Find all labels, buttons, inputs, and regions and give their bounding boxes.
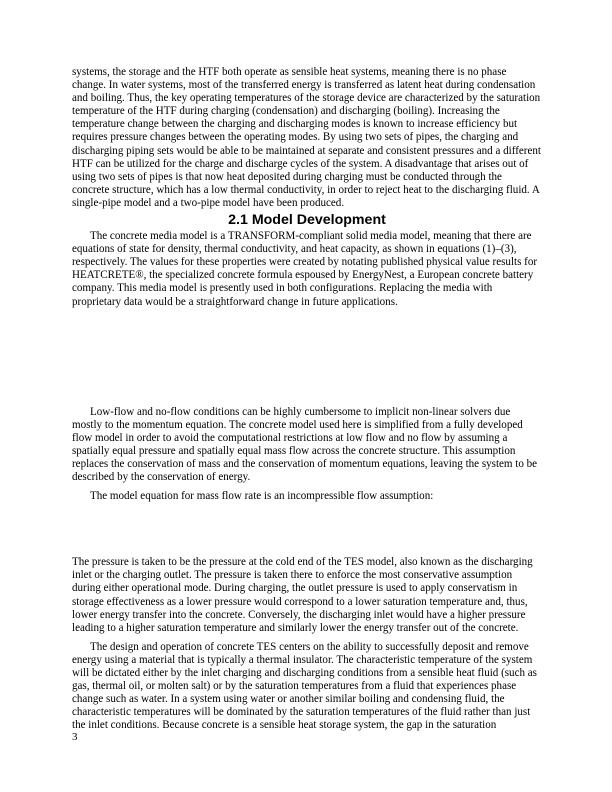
page-body [72,66,542,732]
equations-1-3-placeholder [72,309,542,406]
paragraph-design-operation: The design and operation of concrete TES centers on the ability to successfully deposit and remove energy using a material that is typically a thermal insulator. The characteristic temperature of the system will be dictated either by the inlet charging and discharging conditions from a sensible heat fluid (such as gas, thermal oil, or molten salt) or by the saturation temperatures from a fluid that experiences phase change such as water. In a system using water or another similar boiling and condensing fluid, the characteristic temperatures will be dominated by the saturation temperatures of the fluid rather than just the inlet conditions. Because concrete is a sensible heat storage system, the gap in the saturation [72,640,537,732]
paragraph-mass-flow-intro: The model equation for mass flow rate is an incompressible flow assumption: [90,490,434,503]
paragraph-media-model: The concrete media model is a TRANSFORM-compliant solid media model, meaning that there are equations of state for density, thermal conductivity, and heat capacity, as shown in equations (1)–(3), respectively. The values for these properties were created by notating published physical value results for HEATCRETE®, the specialized concrete formula espoused by EnergyNest, a European concrete battery company. This media model is presently used in both configurations. Replacing the media with proprietary data would be a straightforward change in future applications. [72,230,538,308]
section-heading: 2.1 Model Development [228,212,386,229]
paragraph-low-flow: Low-flow and no-flow conditions can be highly cumbersome to implicit non-linear solvers due mostly to the momentum equation. The concrete model used here is simplified from a fully developed flow model in order to avoid the computational restrictions at low flow and no flow by assuming a spatially equal pressure and spatially equal mass flow across the concrete structure. This assumption replaces the conservation of mass and the conservation of momentum equations, leaving the system to be described by the conservation of energy. [72,405,538,484]
page-number: 3 [72,731,78,743]
mass-flow-equation-placeholder [72,503,542,556]
paragraph-pressure: The pressure is taken to be the pressure at the cold end of the TES model, also known as the discharging inlet or the charging outlet. The pressure is taken there to enforce the most conservative assumption during either operational mode. During charging, the outlet pressure is used to apply conservatism in storage effectiveness as a lower pressure would correspond to a lower saturation temperature and, thus, lower energy transfer into the concrete. Conversely, the discharging inlet would have a higher pressure leading to a higher saturation temperature and similarly lower the energy transfer out of the concrete. [72,556,533,634]
paragraph-continued-intro: systems, the storage and the HTF both operate as sensible heat systems, meaning there is no phase change. In water systems, most of the transferred energy is transferred as latent heat during condensation and boiling. Thus, the key operating temperatures of the storage device are characterized by the saturation temperature of the HTF during charging (condensation) and discharging (boiling). Increasing the temperature change between the charging and discharging modes is known to increase efficiency but requires pressure changes between the operating modes. By using two sets of pipes, the charging and discharging piping sets would be able to be maintained at separate and consistent pressures and a different HTF can be utilized for the charge and discharge cycles of the system. A disadvantage that arises out of using two sets of pipes is that now heat deposited during charging must be conducted through the concrete structure, which has a low thermal conductivity, in order to reject heat to the discharging fluid. A single-pipe model and a two-pipe model have been produced. [72,66,541,209]
